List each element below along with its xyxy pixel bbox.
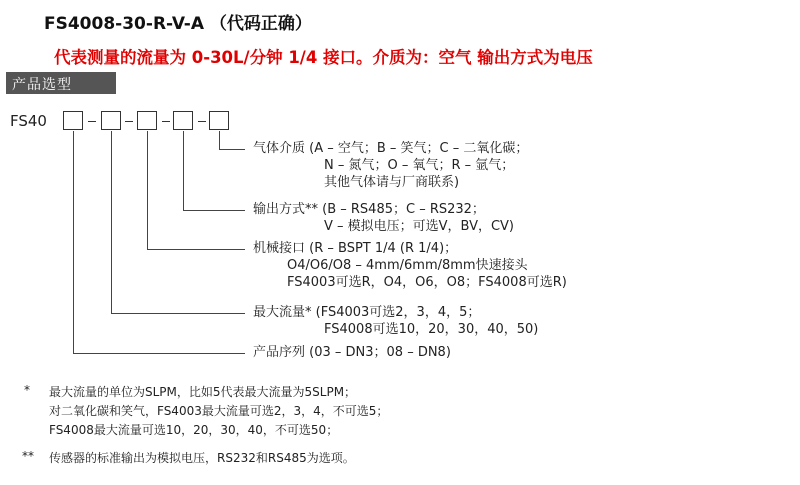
connector-series-h [73, 353, 245, 354]
max-flow-line1: 最大流量* (FS4003可选2，3，4，5； [253, 305, 481, 320]
gas-line3: 其他气体请与厂商联系) [324, 175, 460, 190]
code-box-max-flow [101, 111, 121, 130]
connector-interface-v [147, 131, 148, 250]
code-dash [198, 121, 206, 122]
connector-gas-v [219, 131, 220, 150]
output-line1: 输出方式** (B – RS485；C – RS232； [253, 202, 485, 217]
series-line1: 产品序列 (03 – DN3；08 – DN8) [253, 345, 451, 360]
section-header-label: 产品选型 [12, 77, 72, 93]
code-dash [88, 121, 96, 122]
model-prefix: FS40 [10, 112, 47, 130]
connector-interface-h [147, 249, 245, 250]
interface-line1: 机械接口 (R – BSPT 1/4 (R 1/4)； [253, 241, 458, 256]
interface-line3: FS4003可选R，O4，O6，O8；FS4008可选R) [287, 275, 567, 290]
footnote-star1-marker: * [24, 383, 30, 397]
interface-line2: O4/O6/O8 – 4mm/6mm/8mm快速接头 [287, 258, 528, 273]
code-box-output [173, 111, 193, 130]
code-box-interface [137, 111, 157, 130]
footnote-star2-line1: 传感器的标准输出为模拟电压，RS232和RS485为选项。 [49, 451, 355, 465]
connector-output-h [183, 210, 245, 211]
connector-gas-h [219, 149, 245, 150]
output-line2: V – 模拟电压；可选V，BV，CV) [324, 219, 515, 234]
gas-line2: N – 氮气；O – 氧气；R – 氩气； [324, 158, 515, 173]
max-flow-line2: FS4008可选10，20，30，40，50) [324, 322, 539, 337]
footnote-star2-marker: ** [22, 449, 34, 463]
gas-line1: 气体介质 (A – 空气；B – 笑气；C – 二氧化碳； [253, 141, 529, 156]
code-box-gas [209, 111, 229, 130]
footnote-star1-line1: 最大流量的单位为SLPM，比如5代表最大流量为5SLPM； [49, 385, 357, 399]
page-subtitle: 代表测量的流量为 0-30L/分钟 1/4 接口。介质为：空气 输出方式为电压 [54, 48, 593, 67]
code-dash [162, 121, 170, 122]
code-box-series [63, 111, 83, 130]
footnote-star1-line2: 对二氧化碳和笑气，FS4003最大流量可选2，3，4，不可选5； [49, 404, 389, 418]
connector-maxflow-h [111, 313, 245, 314]
page-title: FS4008-30-R-V-A （代码正确） [44, 14, 312, 34]
footnote-star1-line3: FS4008最大流量可选10，20，30，40，不可选50； [49, 423, 339, 437]
connector-series-v [73, 131, 74, 354]
connector-output-v [183, 131, 184, 211]
connector-maxflow-v [111, 131, 112, 314]
code-dash [125, 121, 133, 122]
